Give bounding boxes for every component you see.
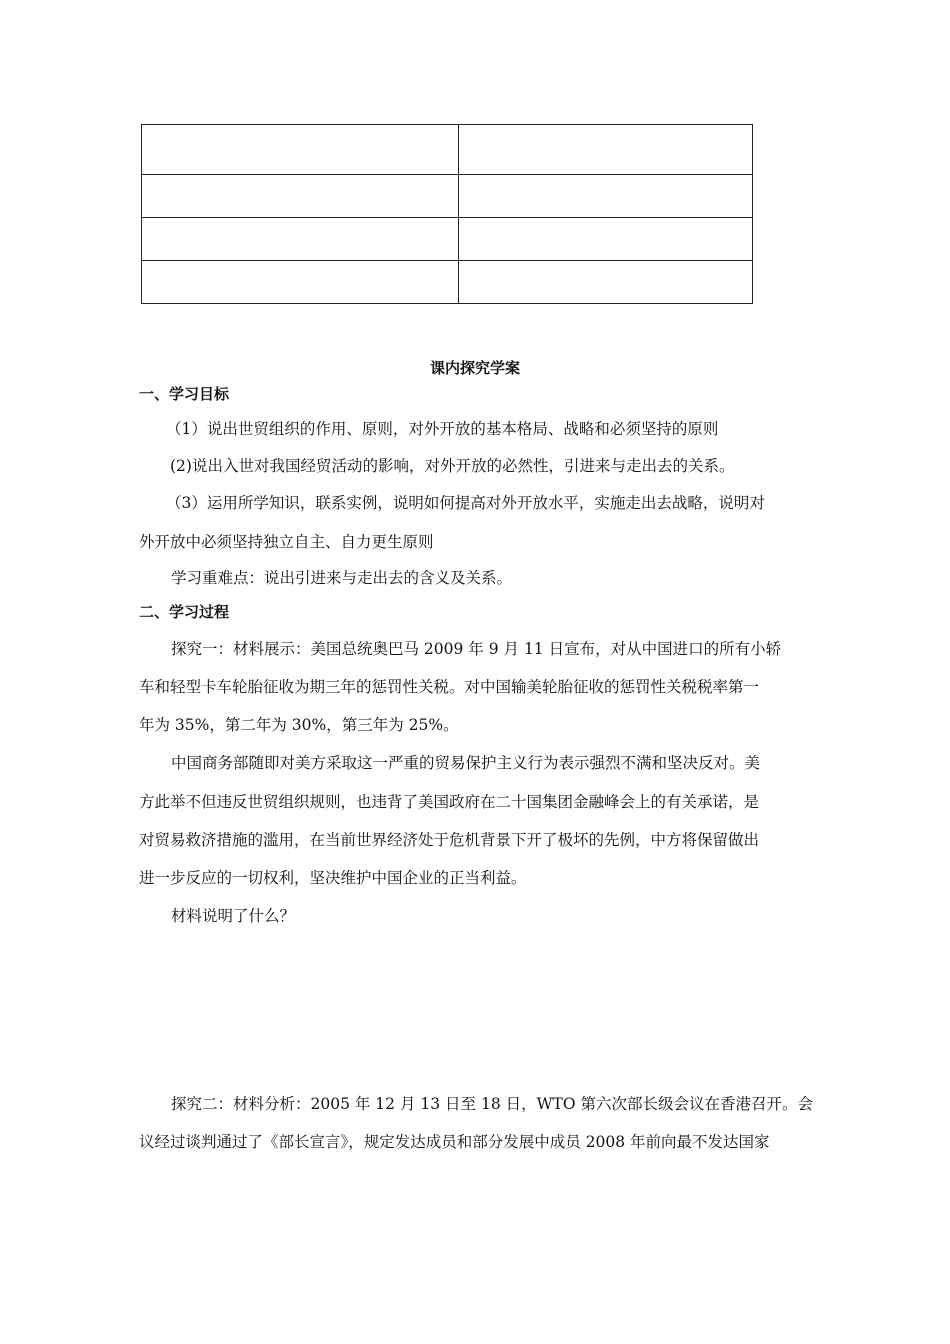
paragraph-2-line-4: 进一步反应的一切权利，坚决维护中国企业的正当利益。	[139, 869, 527, 887]
table-row	[142, 261, 753, 304]
table-cell	[459, 175, 753, 218]
table-cell	[459, 261, 753, 304]
key-points: 学习重难点：说出引进来与走出去的含义及关系。	[171, 569, 513, 587]
table-row	[142, 175, 753, 218]
paragraph-2-line-1: 中国商务部随即对美方采取这一严重的贸易保护主义行为表示强烈不满和坚决反对。美	[171, 754, 761, 772]
goal-item-1: （1）说出世贸组织的作用、原则，对外开放的基本格局、战略和必须坚持的原则	[166, 420, 719, 438]
table-cell	[459, 125, 753, 175]
table-cell	[459, 218, 753, 261]
question: 材料说明了什么？	[171, 907, 296, 925]
inquiry-2-line-1: 探究二：材料分析：2005 年 12 月 13 日至 18 日，WTO 第六次部长级会议在香港召开。会	[171, 1095, 814, 1113]
table-row	[142, 125, 753, 175]
goal-item-2: (2)说出入世对我国经贸活动的影响，对外开放的必然性，引进来与走出去的关系。	[170, 457, 735, 475]
table-cell	[142, 175, 459, 218]
goal-item-3-line-2: 外开放中必须坚持独立自主、自力更生原则	[139, 533, 434, 551]
inquiry-2-line-2: 议经过谈判通过了《部长宣言》，规定发达成员和部分发展中成员 2008 年前向最不发达国家	[139, 1133, 770, 1151]
paragraph-2-line-3: 对贸易救济措施的滥用，在当前世界经济处于危机背景下开了极坏的先例，中方将保留做出	[139, 831, 760, 849]
section-heading-process: 二、学习过程	[139, 603, 230, 621]
inquiry-1-line-2: 车和轻型卡车轮胎征收为期三年的惩罚性关税。对中国输美轮胎征收的惩罚性关税税率第一	[139, 678, 760, 696]
goal-item-3-line-1: （3）运用所学知识，联系实例，说明如何提高对外开放水平，实施走出去战略，说明对	[166, 494, 765, 512]
page-title: 课内探究学案	[429, 359, 520, 377]
table-cell	[142, 218, 459, 261]
section-heading-goals: 一、学习目标	[139, 385, 230, 403]
table-row	[142, 218, 753, 261]
inquiry-1-line-1: 探究一：材料展示：美国总统奥巴马 2009 年 9 月 11 日宣布，对从中国进口的所有小轿	[171, 640, 782, 658]
table-cell	[142, 261, 459, 304]
paragraph-2-line-2: 方此举不但违反世贸组织规则，也违背了美国政府在二十国集团金融峰会上的有关承诺，是	[139, 793, 760, 811]
blank-table	[141, 124, 753, 304]
inquiry-1-line-3: 年为 35%，第二年为 30%，第三年为 25%。	[139, 716, 459, 734]
table-cell	[142, 125, 459, 175]
